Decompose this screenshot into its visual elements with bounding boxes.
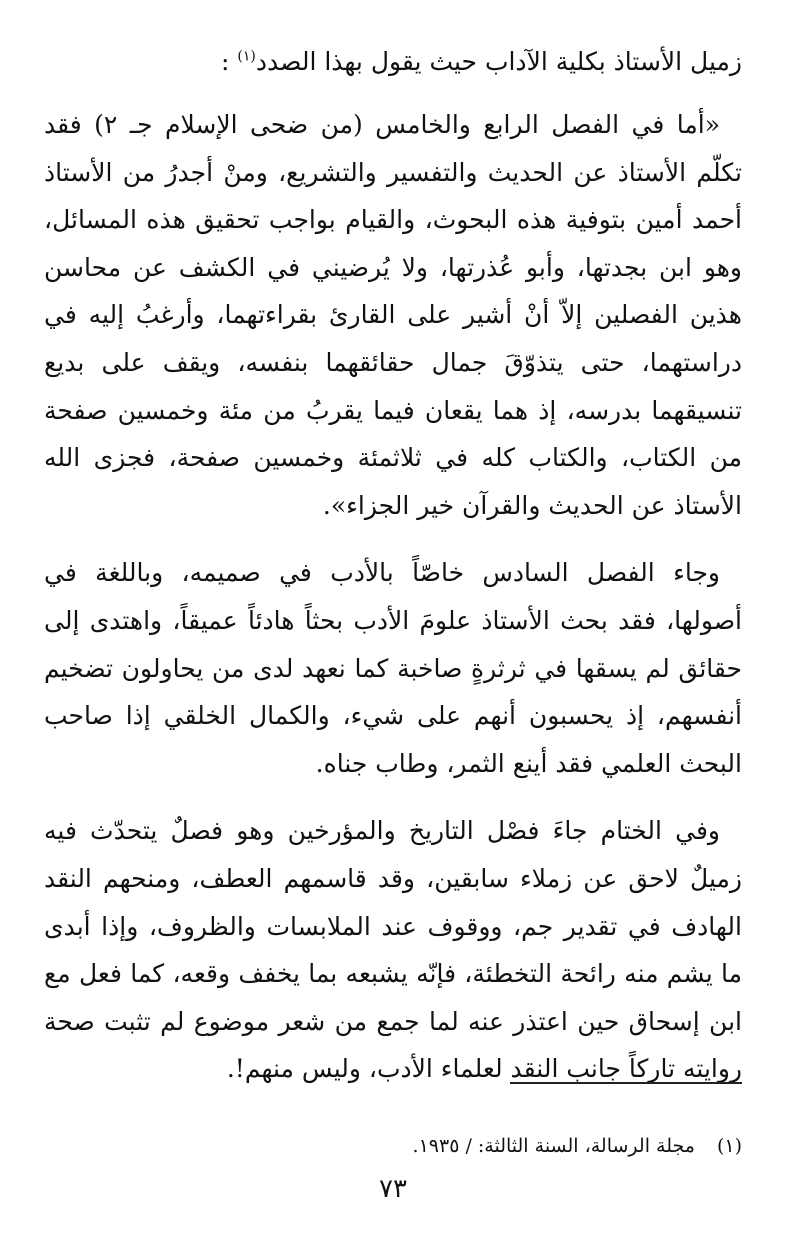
intro-text: زميل الأستاذ بكلية الآداب حيث يقول بهذا الصدد <box>255 47 742 76</box>
intro-colon: : <box>221 47 230 76</box>
paragraph-quote: «أما في الفصل الرابع والخامس (من ضحى الإسلام جـ ٢) فقد تكلّم الأستاذ عن الحديث والتفسير والتشريع، ومنْ أجدرُ من الأستاذ أحمد أمين بتوفية هذه البحوث، والقيام بواجب تحقيق هذه المسائل، وهو ابن بجدتها، وأبو عُذرتها، ولا يُرضيني في الكشف عن محاسن هذين الفصلين إلاّ أنْ أشير على القارئ بقراءتهما، وأرغبُ إليه في دراستهما، حتى يتذوّقَ جمال حقائقهما بنفسه، ويقف على بديع تنسيقهما بدرسه، إذ هما يقعان فيما يقربُ من مئة وخمسين صفحة من الكتاب، والكتاب كله في ثلاثمئة وخمسين صفحة، فجزى الله الأستاذ عن الحديث والقرآن خير الجزاء». <box>44 110 742 520</box>
footnote <box>413 1132 742 1160</box>
intro-line <box>44 40 742 84</box>
page-number: ٧٣ <box>379 1174 407 1204</box>
footnote-text: مجلة الرسالة، السنة الثالثة: / ١٩٣٥. <box>412 1135 695 1157</box>
footnote-reference[interactable]: (١) <box>237 48 256 65</box>
paragraph-history: وفي الختام جاءَ فصْل التاريخ والمؤرخين وهو فصلٌ يتحدّث فيه زميلٌ لاحق عن زملاء سابقين، وقد قاسمهم العطف، ومنحهم النقد الهادف في تقدير جم، ووقوف عند الملابسات والظروف، وإذا أبدى ما يشم منه رائحة التخطئة، فإنّه يشبعه بما يخفف وقعه، كما فعل مع ابن إسحاق حين اعتذر عنه لما جمع من شعر موضوع لم تثبت صحة روايته تاركاً جانب النقد لعلماء الأدب، وليس منهم!. <box>44 816 742 1084</box>
page-body <box>44 40 742 1220</box>
footnote-mark: (١) <box>716 1135 742 1157</box>
footnote-separator <box>510 1082 742 1084</box>
paragraph-literature: وجاء الفصل السادس خاصّاً بالأدب في صميمه، وباللغة في أصولها، فقد بحث الأستاذ علومَ الأدب بحثاً هادئاً عميقاً، واهتدى إلى حقائق لم يسقها في ثرثرةٍ صاخبة كما نعهد لدى من يحاولون تضخيم أنفسهم، إذ يحسبون أنهم على شيء، والكمال الخلقي إذا صاحب البحث العلمي فقد أينع الثمر، وطاب جناه. <box>44 558 742 778</box>
